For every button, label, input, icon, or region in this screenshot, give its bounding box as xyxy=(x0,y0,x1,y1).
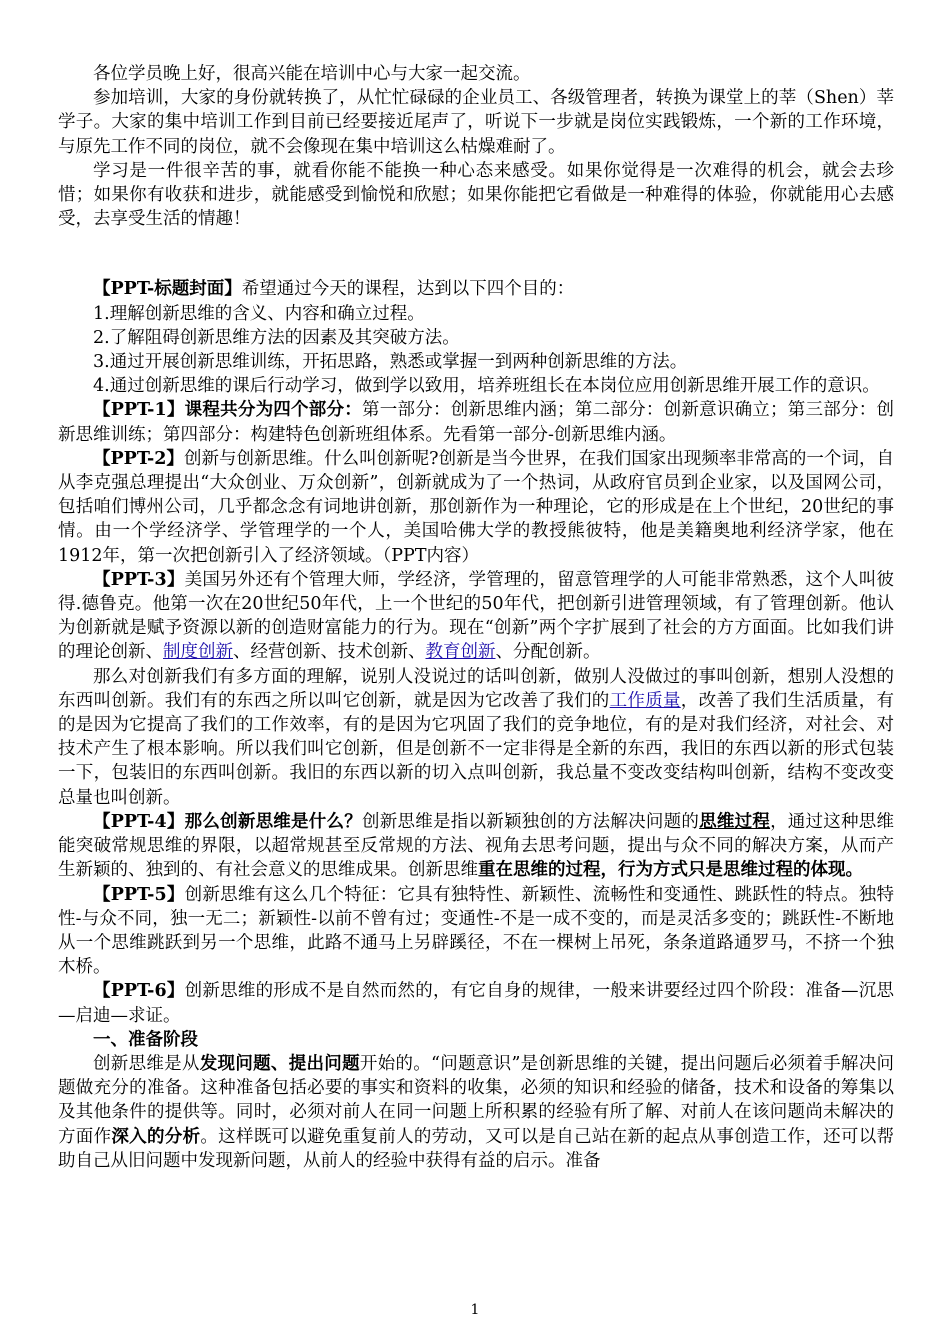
ppt4-text: ，通过这种思维能突破常规思维的界限，以超常规甚至反常规的方法、视角去思考问题，提出与众不同的解决方案，从而产生新颖的、独到的、有社会意义的思维成果。创新思维 xyxy=(58,811,895,881)
ppt3-text: 、经营创新、技术创新、 xyxy=(233,642,426,663)
ppt4-underlined-term: 思维过程 xyxy=(699,811,771,832)
document-body xyxy=(58,62,894,1173)
ppt5-paragraph xyxy=(58,883,894,980)
stage1-text: 开始的。“问题意识”是创新思维的关键，提出问题后必须着手解决问题做充分的准备。这种准备包括必要的事实和资料的收集，必须的知识和经验的储备，技术和设备的筹集以及其他条件的提供等。同时，必须对前人在同一问题上所积累的经验有所了解、对前人在该问题尚未解决的方面作 xyxy=(58,1053,894,1147)
ppt-tag: 【PPT-6】 xyxy=(93,981,185,1002)
ppt-tag: 【PPT-1】 xyxy=(93,400,185,421)
ppt-tag: 【PPT-3】 xyxy=(93,569,185,590)
ppt1-bold: 课程共分为四个部分： xyxy=(184,400,363,421)
understanding-text: ，改善了我们生活质量，有的是因为它提高了我们的工作效率，有的是因为它巩固了我们的竞争地位，有的是对我们经济，对社会、对技术产生了根本影响。所以我们叫它创新，但是创新不一定非得是全新的东西，我旧的东西以新的形式包装一下，包装旧的东西叫创新。我旧的东西以新的切入点叫创新，我总量不变改变结构叫创新，结构不变改变总量也叫创新。 xyxy=(58,690,895,808)
ppt2-text: 创新与创新思维。什么叫创新呢?创新是当今世界，在我们国家出现频率非常高的一个词，自从李克强总理提出“大众创业、万众创新”，创新就成为了一个热词，从政府官员到企业家，以及国网公司，包括咱们博州公司，几乎都念念有词地讲创新，那创新作为一种理论，它的形成是在上个世纪，20世纪的事情。由一个学经济学、学管理学的一个人，美国哈佛大学的教授熊彼特，他是美籍奥地利经济学家，他在1912年，第一次把创新引入了经济领域。（PPT内容） xyxy=(58,448,894,566)
stage1-bold: 发现问题、提出问题 xyxy=(199,1053,360,1074)
goal-item: 4.通过创新思维的课后行动学习，做到学以致用，培养班组长在本岗位应用创新思维开展工作的意识。 xyxy=(93,376,880,397)
link-education-innovation[interactable]: 教育创新 xyxy=(425,642,496,663)
stage1-text: 创新思维是从 xyxy=(93,1053,200,1074)
ppt5-text: 创新思维有这么几个特征：它具有独特性、新颖性、流畅性和变通性、跳跃性的特点。独特性-与众不同，独一无二；新颖性-以前不曾有过；变通性-不是一成不变的，而是灵活多变的；跳跃性-不断地从一个思维跳跃到另一个思维，此路不通马上另辟蹊径，不在一棵树上吊死，条条道路通罗马，不挤一个独木桥。 xyxy=(58,884,894,978)
ppt4-bold-end: 重在思维的过程，行为方式只是思维过程的体现。 xyxy=(478,860,863,881)
paragraph-gap xyxy=(58,231,894,277)
ppt-tag: 【PPT-标题封面】 xyxy=(93,279,242,300)
ppt1-text: 第一部分：创新思维内涵；第二部分：创新意识确立；第三部分：创新思维训练；第四部分：构建特色创新班组体系。先看第一部分-创新思维内涵。 xyxy=(58,400,894,445)
goal-item: 1.理解创新思维的含义、内容和确立过程。 xyxy=(93,303,425,324)
understanding-paragraph xyxy=(58,665,894,810)
ppt1-paragraph xyxy=(58,398,894,446)
goal-item: 2.了解阻碍创新思维方法的因素及其突破方法。 xyxy=(93,327,460,348)
ppt4-bold: 那么创新思维是什么？ xyxy=(184,811,363,832)
ppt6-paragraph xyxy=(58,979,894,1027)
ppt-tag: 【PPT-4】 xyxy=(93,811,185,832)
goal-item: 3.通过开展创新思维训练，开拓思路，熟悉或掌握一到两种创新思维的方法。 xyxy=(93,352,688,373)
ppt3-text: 、分配创新。 xyxy=(495,642,601,663)
intro-paragraph: 学习是一件很辛苦的事，就看你能不能换一种心态来感受。如果你觉得是一次难得的机会，就会去珍惜；如果你有收获和进步，就能感受到愉悦和欣慰；如果你能把它看做是一种难得的体验，你就能用心去感受，去享受生活的情趣！ xyxy=(58,160,894,230)
stage1-text: 。这样既可以避免重复前人的劳动，又可以是自己站在新的起点从事创造工作，还可以帮助自己从旧问题中发现新问题，从前人的经验中获得有益的启示。准备 xyxy=(58,1126,895,1171)
ppt4-paragraph xyxy=(58,810,894,883)
cover-paragraph xyxy=(58,277,894,301)
intro-paragraph: 参加培训，大家的身份就转换了，从忙忙碌碌的企业员工、各级管理者，转换为课堂上的莘（Shen）莘学子。大家的集中培训工作到目前已经要接近尾声了，听说下一步就是岗位实践锻炼，一个新的工作环境，与原先工作不同的岗位，就不会像现在集中培训这么枯燥难耐了。 xyxy=(58,88,894,157)
section-heading: 一、准备阶段 xyxy=(93,1029,198,1050)
ppt4-text: 创新思维是指以新颖独创的方法解决问题的 xyxy=(362,811,700,832)
ppt3-text: 美国另外还有个管理大师，学经济，学管理的，留意管理学的人可能非常熟悉，这个人叫彼得.德鲁克。他第一次在20世纪50年代，上一个世纪的50年代，把创新引进管理领域，有了管理创新。他认为创新就是赋予资源以新的创造财富能力的行为。现在“创新”两个字扩展到了社会的方方面面。比如我们讲的理论创新、 xyxy=(58,569,894,663)
page-number: 1 xyxy=(470,1302,480,1318)
ppt2-paragraph xyxy=(58,447,894,568)
stage1-paragraph xyxy=(58,1052,894,1173)
cover-text: 希望通过今天的课程，达到以下四个目的： xyxy=(241,279,575,300)
link-work-quality[interactable]: 工作质量 xyxy=(609,690,681,711)
ppt-tag: 【PPT-2】 xyxy=(93,448,184,469)
greeting-paragraph: 各位学员晚上好，很高兴能在培训中心与大家一起交流。 xyxy=(93,64,531,84)
understanding-text: 那么对创新我们有多方面的理解，说别人没说过的话叫创新，做别人没做过的事叫创新，想别人没想的东西叫创新。我们有的东西之所以叫它创新，就是因为它改善了我们的 xyxy=(58,666,894,711)
ppt-tag: 【PPT-5】 xyxy=(93,884,185,905)
ppt3-paragraph xyxy=(58,568,894,665)
stage1-bold: 深入的分析 xyxy=(111,1126,201,1147)
link-institutional-innovation[interactable]: 制度创新 xyxy=(163,642,233,663)
ppt6-text: 创新思维的形成不是自然而然的，有它自身的规律，一般来讲要经过四个阶段：准备—沉思—启迪—求证。 xyxy=(58,981,894,1026)
